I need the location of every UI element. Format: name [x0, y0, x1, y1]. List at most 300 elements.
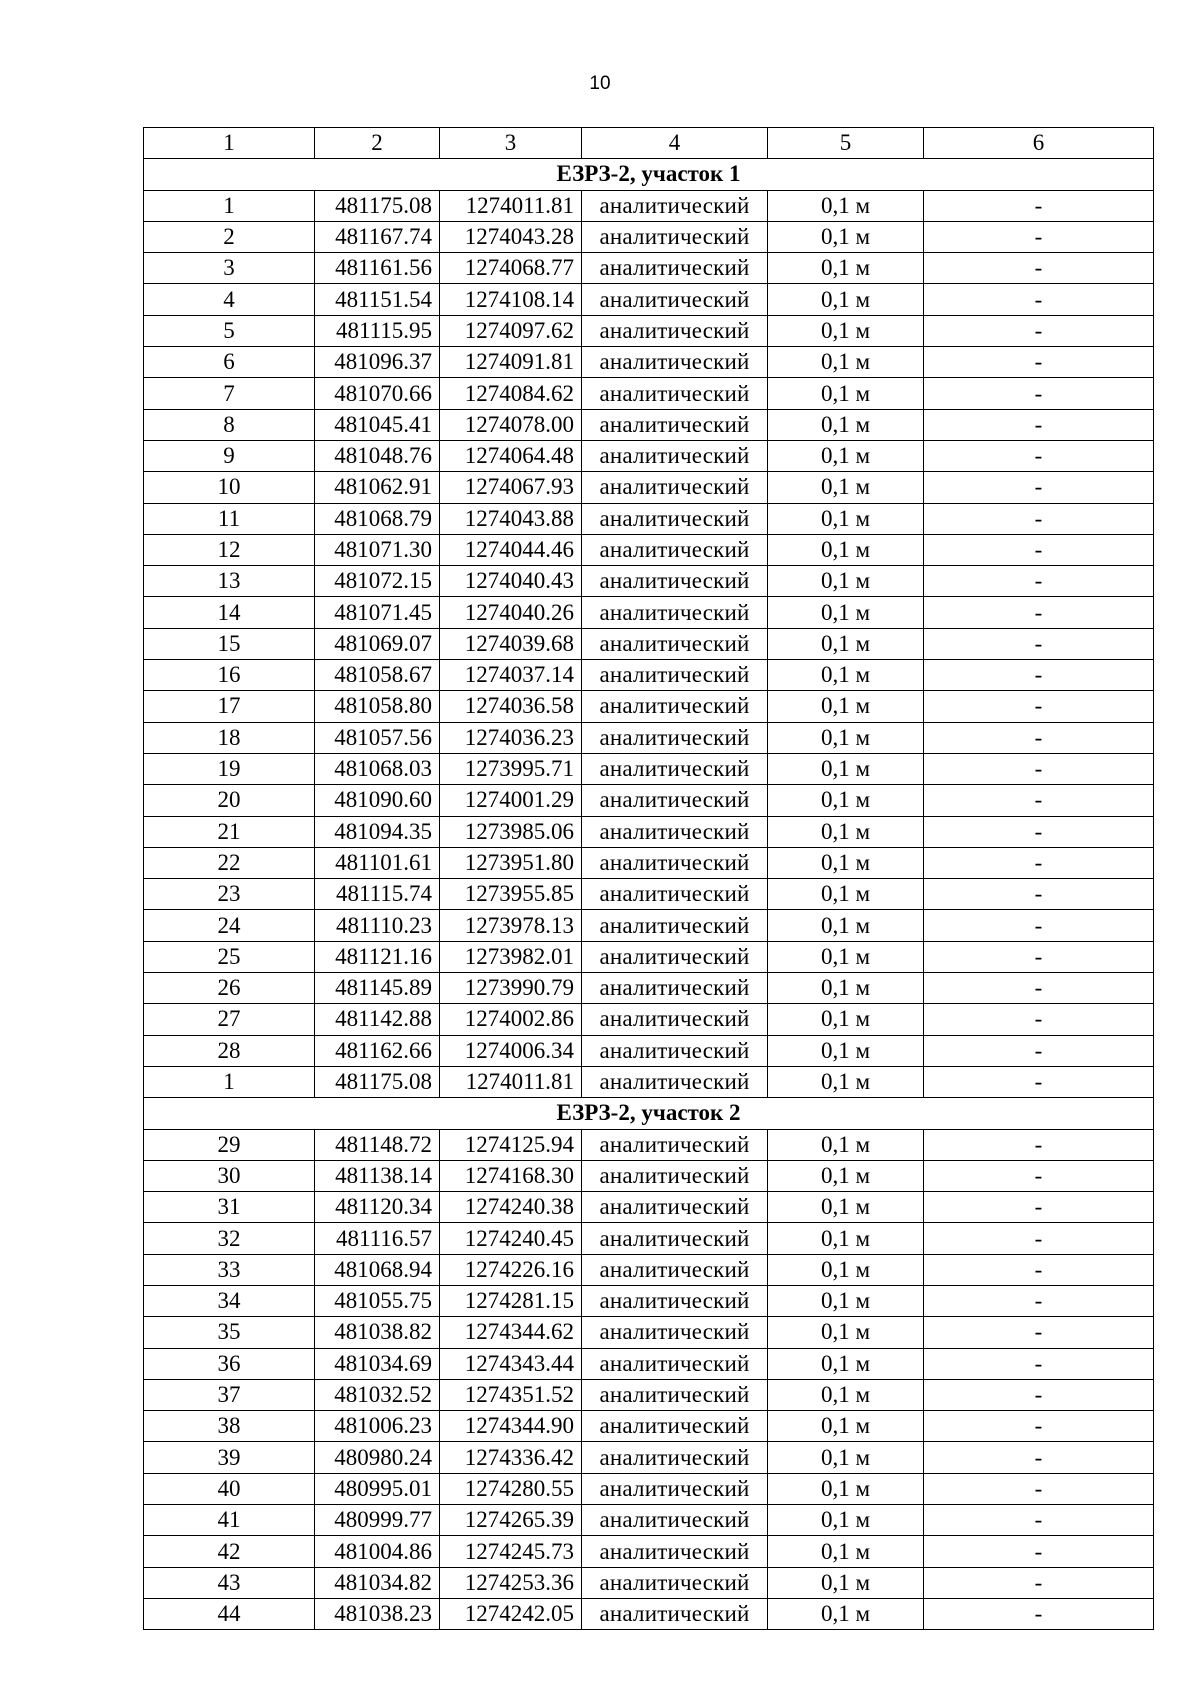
- section-header-row: [144, 1098, 1154, 1129]
- x-coordinate-cell: 481048.76: [315, 440, 440, 471]
- y-coordinate-cell: 1274253.36: [440, 1567, 582, 1598]
- point-number-cell: 15: [144, 628, 315, 659]
- y-coordinate-cell: 1273990.79: [440, 973, 582, 1004]
- note-cell: -: [924, 910, 1154, 941]
- method-cell: аналитический: [582, 1004, 768, 1035]
- accuracy-cell: 0,1 м: [768, 628, 924, 659]
- point-number-cell: 30: [144, 1160, 315, 1191]
- method-cell: аналитический: [582, 879, 768, 910]
- accuracy-cell: 0,1 м: [768, 190, 924, 221]
- table-row: [144, 221, 1154, 252]
- x-coordinate-cell: 481071.45: [315, 597, 440, 628]
- table-row: [144, 1598, 1154, 1629]
- method-cell: аналитический: [582, 190, 768, 221]
- table-row: [144, 1066, 1154, 1097]
- point-number-cell: 34: [144, 1285, 315, 1316]
- note-cell: -: [924, 722, 1154, 753]
- point-number-cell: 25: [144, 941, 315, 972]
- accuracy-cell: 0,1 м: [768, 1348, 924, 1379]
- section-title: ЕЗРЗ-2, участок 1: [144, 159, 1154, 190]
- point-number-cell: 6: [144, 347, 315, 378]
- method-cell: аналитический: [582, 847, 768, 878]
- table-row: [144, 1035, 1154, 1066]
- note-cell: -: [924, 1411, 1154, 1442]
- y-coordinate-cell: 1274011.81: [440, 190, 582, 221]
- point-number-cell: 9: [144, 440, 315, 471]
- note-cell: -: [924, 221, 1154, 252]
- table-row: [144, 1536, 1154, 1567]
- method-cell: аналитический: [582, 973, 768, 1004]
- x-coordinate-cell: 481068.03: [315, 753, 440, 784]
- table-row: [144, 1411, 1154, 1442]
- table-row: [144, 597, 1154, 628]
- x-coordinate-cell: 481062.91: [315, 472, 440, 503]
- note-cell: -: [924, 1223, 1154, 1254]
- x-coordinate-cell: 481034.69: [315, 1348, 440, 1379]
- note-cell: -: [924, 440, 1154, 471]
- x-coordinate-cell: 481069.07: [315, 628, 440, 659]
- table-row: [144, 566, 1154, 597]
- table-row: [144, 347, 1154, 378]
- point-number-cell: 29: [144, 1129, 315, 1160]
- column-number: 4: [582, 128, 768, 159]
- x-coordinate-cell: 481145.89: [315, 973, 440, 1004]
- note-cell: -: [924, 1598, 1154, 1629]
- x-coordinate-cell: 481058.80: [315, 691, 440, 722]
- note-cell: -: [924, 1004, 1154, 1035]
- x-coordinate-cell: 481096.37: [315, 347, 440, 378]
- point-number-cell: 38: [144, 1411, 315, 1442]
- method-cell: аналитический: [582, 691, 768, 722]
- accuracy-cell: 0,1 м: [768, 660, 924, 691]
- table-row: [144, 534, 1154, 565]
- accuracy-cell: 0,1 м: [768, 1285, 924, 1316]
- y-coordinate-cell: 1274343.44: [440, 1348, 582, 1379]
- y-coordinate-cell: 1274240.45: [440, 1223, 582, 1254]
- y-coordinate-cell: 1273985.06: [440, 816, 582, 847]
- x-coordinate-cell: 481094.35: [315, 816, 440, 847]
- y-coordinate-cell: 1274001.29: [440, 785, 582, 816]
- note-cell: -: [924, 816, 1154, 847]
- note-cell: -: [924, 315, 1154, 346]
- point-number-cell: 2: [144, 221, 315, 252]
- y-coordinate-cell: 1274043.28: [440, 221, 582, 252]
- method-cell: аналитический: [582, 628, 768, 659]
- point-number-cell: 37: [144, 1379, 315, 1410]
- table-row: [144, 785, 1154, 816]
- point-number-cell: 35: [144, 1317, 315, 1348]
- accuracy-cell: 0,1 м: [768, 973, 924, 1004]
- x-coordinate-cell: 481121.16: [315, 941, 440, 972]
- y-coordinate-cell: 1274067.93: [440, 472, 582, 503]
- accuracy-cell: 0,1 м: [768, 816, 924, 847]
- point-number-cell: 20: [144, 785, 315, 816]
- note-cell: -: [924, 1254, 1154, 1285]
- note-cell: -: [924, 1348, 1154, 1379]
- method-cell: аналитический: [582, 1285, 768, 1316]
- method-cell: аналитический: [582, 941, 768, 972]
- note-cell: -: [924, 1192, 1154, 1223]
- table-row: [144, 722, 1154, 753]
- accuracy-cell: 0,1 м: [768, 253, 924, 284]
- table-row: [144, 910, 1154, 941]
- y-coordinate-cell: 1274242.05: [440, 1598, 582, 1629]
- x-coordinate-cell: 481175.08: [315, 190, 440, 221]
- accuracy-cell: 0,1 м: [768, 1317, 924, 1348]
- point-number-cell: 24: [144, 910, 315, 941]
- x-coordinate-cell: 481142.88: [315, 1004, 440, 1035]
- y-coordinate-cell: 1274078.00: [440, 409, 582, 440]
- method-cell: аналитический: [582, 1598, 768, 1629]
- accuracy-cell: 0,1 м: [768, 1192, 924, 1223]
- accuracy-cell: 0,1 м: [768, 691, 924, 722]
- y-coordinate-cell: 1274226.16: [440, 1254, 582, 1285]
- note-cell: -: [924, 691, 1154, 722]
- accuracy-cell: 0,1 м: [768, 1004, 924, 1035]
- point-number-cell: 41: [144, 1505, 315, 1536]
- table-row: [144, 879, 1154, 910]
- y-coordinate-cell: 1274039.68: [440, 628, 582, 659]
- note-cell: -: [924, 1066, 1154, 1097]
- method-cell: аналитический: [582, 816, 768, 847]
- accuracy-cell: 0,1 м: [768, 1411, 924, 1442]
- y-coordinate-cell: 1274351.52: [440, 1379, 582, 1410]
- y-coordinate-cell: 1274281.15: [440, 1285, 582, 1316]
- point-number-cell: 1: [144, 1066, 315, 1097]
- note-cell: -: [924, 503, 1154, 534]
- point-number-cell: 21: [144, 816, 315, 847]
- accuracy-cell: 0,1 м: [768, 534, 924, 565]
- method-cell: аналитический: [582, 534, 768, 565]
- table-row: [144, 1442, 1154, 1473]
- accuracy-cell: 0,1 м: [768, 847, 924, 878]
- note-cell: -: [924, 1505, 1154, 1536]
- point-number-cell: 39: [144, 1442, 315, 1473]
- accuracy-cell: 0,1 м: [768, 315, 924, 346]
- y-coordinate-cell: 1274336.42: [440, 1442, 582, 1473]
- method-cell: аналитический: [582, 1223, 768, 1254]
- table-row: [144, 1285, 1154, 1316]
- table-row: [144, 753, 1154, 784]
- x-coordinate-cell: 481167.74: [315, 221, 440, 252]
- x-coordinate-cell: 481071.30: [315, 534, 440, 565]
- table-row: [144, 253, 1154, 284]
- y-coordinate-cell: 1274280.55: [440, 1473, 582, 1504]
- table-row: [144, 378, 1154, 409]
- accuracy-cell: 0,1 м: [768, 347, 924, 378]
- note-cell: -: [924, 472, 1154, 503]
- method-cell: аналитический: [582, 409, 768, 440]
- note-cell: -: [924, 378, 1154, 409]
- accuracy-cell: 0,1 м: [768, 1598, 924, 1629]
- x-coordinate-cell: 481038.23: [315, 1598, 440, 1629]
- method-cell: аналитический: [582, 1129, 768, 1160]
- point-number-cell: 43: [144, 1567, 315, 1598]
- y-coordinate-cell: 1274037.14: [440, 660, 582, 691]
- method-cell: аналитический: [582, 597, 768, 628]
- method-cell: аналитический: [582, 1505, 768, 1536]
- x-coordinate-cell: 481068.79: [315, 503, 440, 534]
- y-coordinate-cell: 1274344.90: [440, 1411, 582, 1442]
- method-cell: аналитический: [582, 566, 768, 597]
- y-coordinate-cell: 1274036.23: [440, 722, 582, 753]
- note-cell: -: [924, 347, 1154, 378]
- y-coordinate-cell: 1274168.30: [440, 1160, 582, 1191]
- point-number-cell: 23: [144, 879, 315, 910]
- note-cell: -: [924, 973, 1154, 1004]
- y-coordinate-cell: 1273951.80: [440, 847, 582, 878]
- accuracy-cell: 0,1 м: [768, 597, 924, 628]
- accuracy-cell: 0,1 м: [768, 284, 924, 315]
- note-cell: -: [924, 1285, 1154, 1316]
- method-cell: аналитический: [582, 1035, 768, 1066]
- method-cell: аналитический: [582, 1254, 768, 1285]
- accuracy-cell: 0,1 м: [768, 378, 924, 409]
- method-cell: аналитический: [582, 347, 768, 378]
- table-row: [144, 816, 1154, 847]
- method-cell: аналитический: [582, 1160, 768, 1191]
- method-cell: аналитический: [582, 1567, 768, 1598]
- x-coordinate-cell: 481101.61: [315, 847, 440, 878]
- point-number-cell: 22: [144, 847, 315, 878]
- note-cell: -: [924, 1035, 1154, 1066]
- y-coordinate-cell: 1273978.13: [440, 910, 582, 941]
- point-number-cell: 27: [144, 1004, 315, 1035]
- y-coordinate-cell: 1274064.48: [440, 440, 582, 471]
- point-number-cell: 11: [144, 503, 315, 534]
- point-number-cell: 17: [144, 691, 315, 722]
- table-row: [144, 1129, 1154, 1160]
- y-coordinate-cell: 1274068.77: [440, 253, 582, 284]
- point-number-cell: 13: [144, 566, 315, 597]
- method-cell: аналитический: [582, 1348, 768, 1379]
- x-coordinate-cell: 481161.56: [315, 253, 440, 284]
- point-number-cell: 1: [144, 190, 315, 221]
- point-number-cell: 8: [144, 409, 315, 440]
- table-row: [144, 973, 1154, 1004]
- accuracy-cell: 0,1 м: [768, 1473, 924, 1504]
- accuracy-cell: 0,1 м: [768, 221, 924, 252]
- point-number-cell: 33: [144, 1254, 315, 1285]
- table-row: [144, 1317, 1154, 1348]
- y-coordinate-cell: 1274097.62: [440, 315, 582, 346]
- accuracy-cell: 0,1 м: [768, 1505, 924, 1536]
- column-number: 3: [440, 128, 582, 159]
- method-cell: аналитический: [582, 440, 768, 471]
- point-number-cell: 7: [144, 378, 315, 409]
- table-row: [144, 941, 1154, 972]
- table-row: [144, 1567, 1154, 1598]
- table-row: [144, 1505, 1154, 1536]
- method-cell: аналитический: [582, 378, 768, 409]
- table-row: [144, 1348, 1154, 1379]
- y-coordinate-cell: 1274006.34: [440, 1035, 582, 1066]
- method-cell: аналитический: [582, 910, 768, 941]
- y-coordinate-cell: 1274044.46: [440, 534, 582, 565]
- table-row: [144, 440, 1154, 471]
- x-coordinate-cell: 481162.66: [315, 1035, 440, 1066]
- accuracy-cell: 0,1 м: [768, 785, 924, 816]
- accuracy-cell: 0,1 м: [768, 1442, 924, 1473]
- table-row: [144, 1379, 1154, 1410]
- accuracy-cell: 0,1 м: [768, 941, 924, 972]
- method-cell: аналитический: [582, 1442, 768, 1473]
- page-number: 10: [589, 73, 611, 94]
- table-row: [144, 190, 1154, 221]
- note-cell: -: [924, 534, 1154, 565]
- table-row: [144, 1192, 1154, 1223]
- method-cell: аналитический: [582, 1536, 768, 1567]
- method-cell: аналитический: [582, 722, 768, 753]
- note-cell: -: [924, 566, 1154, 597]
- point-number-cell: 5: [144, 315, 315, 346]
- table-row: [144, 409, 1154, 440]
- column-number: 2: [315, 128, 440, 159]
- accuracy-cell: 0,1 м: [768, 440, 924, 471]
- point-number-cell: 31: [144, 1192, 315, 1223]
- table-row: [144, 691, 1154, 722]
- table-row: [144, 847, 1154, 878]
- note-cell: -: [924, 879, 1154, 910]
- accuracy-cell: 0,1 м: [768, 753, 924, 784]
- method-cell: аналитический: [582, 1192, 768, 1223]
- accuracy-cell: 0,1 м: [768, 1223, 924, 1254]
- x-coordinate-cell: 481057.56: [315, 722, 440, 753]
- note-cell: -: [924, 1129, 1154, 1160]
- y-coordinate-cell: 1273955.85: [440, 879, 582, 910]
- y-coordinate-cell: 1274091.81: [440, 347, 582, 378]
- note-cell: -: [924, 941, 1154, 972]
- method-cell: аналитический: [582, 253, 768, 284]
- table-body: [144, 128, 1154, 1630]
- method-cell: аналитический: [582, 1379, 768, 1410]
- method-cell: аналитический: [582, 284, 768, 315]
- note-cell: -: [924, 1536, 1154, 1567]
- y-coordinate-cell: 1274108.14: [440, 284, 582, 315]
- note-cell: -: [924, 1379, 1154, 1410]
- accuracy-cell: 0,1 м: [768, 566, 924, 597]
- accuracy-cell: 0,1 м: [768, 910, 924, 941]
- accuracy-cell: 0,1 м: [768, 1066, 924, 1097]
- y-coordinate-cell: 1274240.38: [440, 1192, 582, 1223]
- method-cell: аналитический: [582, 785, 768, 816]
- note-cell: -: [924, 628, 1154, 659]
- column-number-row: [144, 128, 1154, 159]
- x-coordinate-cell: 481045.41: [315, 409, 440, 440]
- method-cell: аналитический: [582, 1411, 768, 1442]
- table-row: [144, 503, 1154, 534]
- accuracy-cell: 0,1 м: [768, 1379, 924, 1410]
- point-number-cell: 26: [144, 973, 315, 1004]
- method-cell: аналитический: [582, 660, 768, 691]
- point-number-cell: 19: [144, 753, 315, 784]
- note-cell: -: [924, 1473, 1154, 1504]
- table-row: [144, 660, 1154, 691]
- y-coordinate-cell: 1274040.43: [440, 566, 582, 597]
- note-cell: -: [924, 409, 1154, 440]
- section-header-row: [144, 159, 1154, 190]
- x-coordinate-cell: 481115.74: [315, 879, 440, 910]
- y-coordinate-cell: 1274002.86: [440, 1004, 582, 1035]
- method-cell: аналитический: [582, 315, 768, 346]
- method-cell: аналитический: [582, 1317, 768, 1348]
- x-coordinate-cell: 481068.94: [315, 1254, 440, 1285]
- accuracy-cell: 0,1 м: [768, 409, 924, 440]
- accuracy-cell: 0,1 м: [768, 722, 924, 753]
- x-coordinate-cell: 481151.54: [315, 284, 440, 315]
- table-row: [144, 472, 1154, 503]
- table-row: [144, 315, 1154, 346]
- note-cell: -: [924, 1317, 1154, 1348]
- x-coordinate-cell: 481110.23: [315, 910, 440, 941]
- accuracy-cell: 0,1 м: [768, 503, 924, 534]
- note-cell: -: [924, 1160, 1154, 1191]
- x-coordinate-cell: 481006.23: [315, 1411, 440, 1442]
- x-coordinate-cell: 480999.77: [315, 1505, 440, 1536]
- method-cell: аналитический: [582, 1473, 768, 1504]
- column-number: 1: [144, 128, 315, 159]
- y-coordinate-cell: 1274084.62: [440, 378, 582, 409]
- point-number-cell: 4: [144, 284, 315, 315]
- note-cell: -: [924, 660, 1154, 691]
- point-number-cell: 3: [144, 253, 315, 284]
- x-coordinate-cell: 480995.01: [315, 1473, 440, 1504]
- coordinates-table: [143, 127, 1154, 1630]
- y-coordinate-cell: 1274011.81: [440, 1066, 582, 1097]
- point-number-cell: 40: [144, 1473, 315, 1504]
- point-number-cell: 36: [144, 1348, 315, 1379]
- point-number-cell: 14: [144, 597, 315, 628]
- table-row: [144, 1160, 1154, 1191]
- method-cell: аналитический: [582, 753, 768, 784]
- accuracy-cell: 0,1 м: [768, 1536, 924, 1567]
- note-cell: -: [924, 284, 1154, 315]
- point-number-cell: 42: [144, 1536, 315, 1567]
- point-number-cell: 10: [144, 472, 315, 503]
- point-number-cell: 16: [144, 660, 315, 691]
- method-cell: аналитический: [582, 472, 768, 503]
- accuracy-cell: 0,1 м: [768, 1129, 924, 1160]
- point-number-cell: 18: [144, 722, 315, 753]
- y-coordinate-cell: 1273995.71: [440, 753, 582, 784]
- x-coordinate-cell: 481120.34: [315, 1192, 440, 1223]
- point-number-cell: 12: [144, 534, 315, 565]
- x-coordinate-cell: 481072.15: [315, 566, 440, 597]
- y-coordinate-cell: 1273982.01: [440, 941, 582, 972]
- note-cell: -: [924, 1567, 1154, 1598]
- y-coordinate-cell: 1274036.58: [440, 691, 582, 722]
- x-coordinate-cell: 481175.08: [315, 1066, 440, 1097]
- method-cell: аналитический: [582, 1066, 768, 1097]
- accuracy-cell: 0,1 м: [768, 879, 924, 910]
- x-coordinate-cell: 481038.82: [315, 1317, 440, 1348]
- x-coordinate-cell: 481138.14: [315, 1160, 440, 1191]
- accuracy-cell: 0,1 м: [768, 1035, 924, 1066]
- x-coordinate-cell: 481058.67: [315, 660, 440, 691]
- point-number-cell: 32: [144, 1223, 315, 1254]
- y-coordinate-cell: 1274265.39: [440, 1505, 582, 1536]
- column-number: 5: [768, 128, 924, 159]
- table-row: [144, 1473, 1154, 1504]
- note-cell: -: [924, 753, 1154, 784]
- accuracy-cell: 0,1 м: [768, 1254, 924, 1285]
- section-title: ЕЗРЗ-2, участок 2: [144, 1098, 1154, 1129]
- x-coordinate-cell: 481090.60: [315, 785, 440, 816]
- point-number-cell: 44: [144, 1598, 315, 1629]
- x-coordinate-cell: 481148.72: [315, 1129, 440, 1160]
- accuracy-cell: 0,1 м: [768, 1160, 924, 1191]
- x-coordinate-cell: 481070.66: [315, 378, 440, 409]
